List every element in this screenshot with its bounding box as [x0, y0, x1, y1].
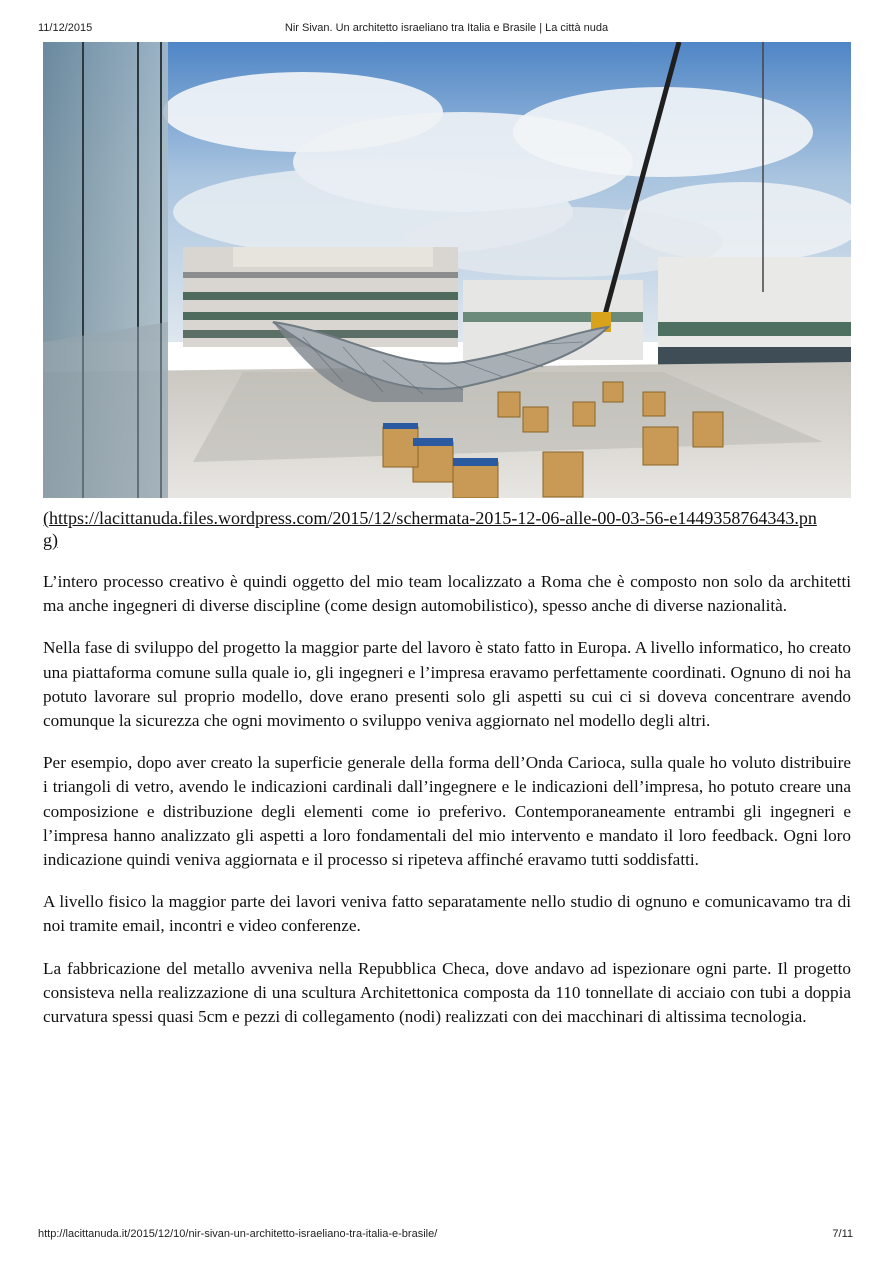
- paragraph: La fabbricazione del metallo avveniva nella Repubblica Checa, dove andavo ad ispezionare ogni parte. Il progetto consisteva nella realizzazione di una scultura Architettonica composta da 110 tonnellate di acciaio con tubi a doppia curvatura spessi quasi 5cm e pezzi di collegamento (nodi) realizzati con dei macchinari di altissima tecnologia.: [43, 958, 851, 1027]
- page-number: 7/11: [832, 1228, 853, 1240]
- construction-photo-illustration: [43, 42, 851, 498]
- page-footer: [0, 1228, 893, 1244]
- article-body: [43, 570, 851, 1047]
- print-date: 11/12/2015: [38, 22, 93, 34]
- page-header: [0, 22, 893, 38]
- paragraph: A livello fisico la maggior parte dei lavori veniva fatto separatamente nello studio di ognuno e comunicavamo tra di noi tramite email, incontri e video conferenze.: [43, 892, 851, 936]
- paragraph: Nella fase di sviluppo del progetto la maggior parte del lavoro è stato fatto in Europa. A livello informatico, ho creato una piattaforma comune sulla quale io, gli ingegneri e l’impresa eravamo perfettamente coordinati. Ognuno di noi ha potuto lavorare sul proprio modello, dove erano presenti solo gli aspetti su cui ci si doveva concentrare avendo comunque la sicurezza che ogni movimento o sviluppo veniva aggiornato nel modello degli altri.: [43, 638, 851, 731]
- paragraph: Per esempio, dopo aver creato la superficie generale della forma dell’Onda Carioca, sulla quale ho voluto distribuire i triangoli di vetro, avendo le indicazioni cardinali dall’ingegnere e le indicazioni dell’impresa, ho potuto creare una composizione e distribuzione degli elementi come io preferivo. Contemporaneamente entrambi gli ingegneri e l’impresa hanno analizzato gli aspetti a loro fondamentali del mio intervento e mandato il loro feedback. Ogni loro indicazione quindi veniva aggiornata e il processo si ripeteva affinché eravamo tutti soddisfatti.: [43, 753, 851, 870]
- footer-url[interactable]: http://lacittanuda.it/2015/12/10/nir-sivan-un-architetto-israeliano-tra-italia-e-brasile/: [38, 1228, 438, 1240]
- construction-site-photo[interactable]: [43, 42, 851, 498]
- paragraph: L’intero processo creativo è quindi oggetto del mio team localizzato a Roma che è composto non solo da architetti ma anche ingegneri di diverse discipline (come design automobilistico), spesso anche di diverse nazionalità.: [43, 572, 851, 616]
- page-title: Nir Sivan. Un architetto israeliano tra Italia e Brasile | La città nuda: [284, 22, 609, 34]
- image-source-link[interactable]: (https://lacittanuda.files.wordpress.com/2015/12/schermata-2015-12-06-alle-00-03-56-e1449358764343.png): [43, 508, 817, 550]
